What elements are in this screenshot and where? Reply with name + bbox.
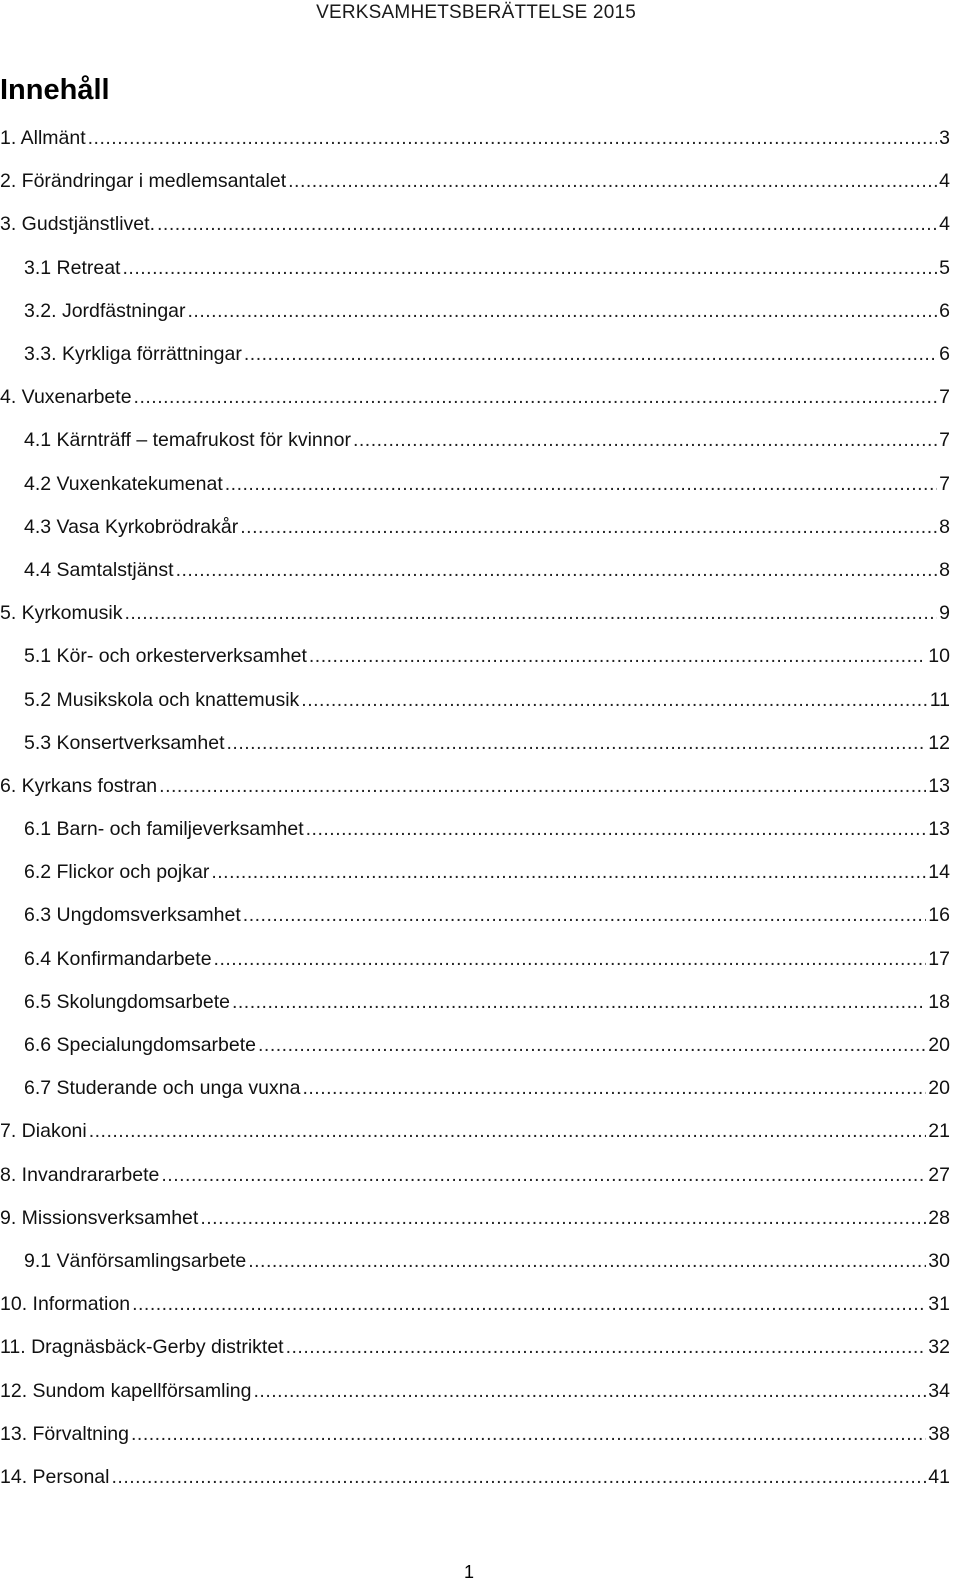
toc-entry-page: 13	[928, 818, 950, 841]
toc-entry-page: 20	[928, 1077, 950, 1100]
toc-leader-dots	[131, 1423, 926, 1446]
toc-entry-label: 6.6 Specialungdomsarbete	[24, 1034, 256, 1057]
toc-entry[interactable]	[0, 1197, 950, 1240]
toc-entry-page: 3	[939, 127, 950, 150]
toc-entry-page: 10	[928, 645, 950, 668]
toc-leader-dots	[301, 689, 927, 712]
toc-entry-page: 28	[928, 1206, 950, 1229]
toc-entry[interactable]	[0, 635, 950, 678]
toc-entry-page: 31	[928, 1293, 950, 1316]
toc-leader-dots	[240, 516, 937, 539]
toc-entry-label: 9. Missionsverksamhet	[0, 1206, 199, 1229]
toc-entry-label: 5.2 Musikskola och knattemusik	[24, 688, 300, 711]
toc-entry-label: 13. Förvaltning	[0, 1422, 129, 1445]
toc-entry-label: 5. Kyrkomusik	[0, 602, 123, 625]
toc-leader-dots	[122, 257, 937, 280]
toc-entry-page: 4	[939, 213, 950, 236]
toc-entry-label: 3.1 Retreat	[24, 256, 121, 279]
toc-entry[interactable]	[0, 160, 950, 203]
toc-entry[interactable]	[0, 203, 950, 246]
table-of-contents	[0, 117, 950, 1499]
toc-entry-page: 4	[939, 170, 950, 193]
toc-entry-label: 7. Diakoni	[0, 1120, 87, 1143]
toc-entry[interactable]	[0, 981, 950, 1024]
toc-leader-dots	[227, 732, 927, 755]
toc-entry-label: 6.7 Studerande och unga vuxna	[24, 1077, 301, 1100]
toc-entry[interactable]	[0, 1283, 950, 1326]
toc-entry[interactable]	[0, 894, 950, 937]
toc-entry-label: 4.3 Vasa Kyrkobrödrakår	[24, 515, 239, 538]
toc-entry[interactable]	[0, 376, 950, 419]
toc-entry[interactable]	[0, 1067, 950, 1110]
running-header: VERKSAMHETSBERÄTTELSE 2015	[316, 2, 636, 23]
toc-entry[interactable]	[0, 1413, 950, 1456]
toc-entry-label: 6.4 Konfirmandarbete	[24, 947, 212, 970]
toc-entry-label: 4.2 Vuxenkatekumenat	[24, 472, 223, 495]
toc-entry-label: 6.3 Ungdomsverksamhet	[24, 904, 241, 927]
toc-leader-dots	[211, 861, 926, 884]
toc-entry[interactable]	[0, 1240, 950, 1283]
toc-entry-page: 18	[928, 990, 950, 1013]
toc-leader-dots	[214, 948, 927, 971]
toc-entry[interactable]	[0, 419, 950, 462]
toc-entry-page: 13	[928, 774, 950, 797]
toc-leader-dots	[286, 1336, 927, 1359]
toc-entry-page: 41	[928, 1465, 950, 1488]
toc-entry-label: 3. Gudstjänstlivet.	[0, 213, 155, 236]
toc-entry-label: 9.1 Vänförsamlingsarbete	[24, 1249, 247, 1272]
toc-entry[interactable]	[0, 290, 950, 333]
toc-leader-dots	[161, 1164, 926, 1187]
toc-leader-dots	[89, 1120, 927, 1143]
toc-entry-label: 6.2 Flickor och pojkar	[24, 861, 210, 884]
toc-entry-page: 5	[939, 256, 950, 279]
toc-entry[interactable]	[0, 1326, 950, 1369]
toc-leader-dots	[200, 1207, 926, 1230]
toc-entry-page: 8	[939, 515, 950, 538]
toc-entry-label: 14. Personal	[0, 1465, 110, 1488]
toc-leader-dots	[232, 991, 926, 1014]
toc-leader-dots	[188, 300, 938, 323]
toc-entry-page: 12	[928, 731, 950, 754]
toc-entry-label: 12. Sundom kapellförsamling	[0, 1379, 252, 1402]
toc-entry-label: 6.5 Skolungdomsarbete	[24, 990, 230, 1013]
toc-entry[interactable]	[0, 938, 950, 981]
toc-leader-dots	[112, 1466, 927, 1489]
toc-leader-dots	[353, 429, 937, 452]
toc-leader-dots	[309, 645, 926, 668]
toc-entry-page: 9	[939, 602, 950, 625]
toc-leader-dots	[176, 559, 938, 582]
toc-entry[interactable]	[0, 808, 950, 851]
toc-leader-dots	[132, 1293, 926, 1316]
toc-entry-label: 4. Vuxenarbete	[0, 386, 132, 409]
toc-entry[interactable]	[0, 1110, 950, 1153]
toc-entry-label: 10. Information	[0, 1293, 131, 1316]
toc-entry-label: 4.1 Kärnträff – temafrukost för kvinnor	[24, 429, 351, 452]
toc-entry-label: 2. Förändringar i medlemsantalet	[0, 170, 287, 193]
toc-entry-page: 17	[928, 947, 950, 970]
toc-entry-page: 6	[939, 299, 950, 322]
toc-entry[interactable]	[0, 722, 950, 765]
toc-entry-page: 8	[939, 558, 950, 581]
toc-entry[interactable]	[0, 678, 950, 721]
toc-entry[interactable]	[0, 117, 950, 160]
toc-leader-dots	[225, 473, 937, 496]
toc-entry-page: 7	[939, 386, 950, 409]
toc-entry-page: 32	[928, 1336, 950, 1359]
toc-entry-page: 38	[928, 1422, 950, 1445]
toc-entry-page: 14	[928, 861, 950, 884]
toc-entry[interactable]	[0, 463, 950, 506]
toc-leader-dots	[244, 343, 937, 366]
toc-entry-label: 6. Kyrkans fostran	[0, 774, 158, 797]
toc-leader-dots	[159, 775, 926, 798]
toc-leader-dots	[288, 170, 937, 193]
toc-leader-dots	[258, 1034, 926, 1057]
toc-leader-dots	[302, 1077, 926, 1100]
toc-entry-label: 6.1 Barn- och familjeverksamhet	[24, 818, 304, 841]
toc-leader-dots	[248, 1250, 926, 1273]
toc-entry-label: 4.4 Samtalstjänst	[24, 558, 174, 581]
toc-entry-page: 11	[929, 688, 950, 711]
toc-entry[interactable]	[0, 549, 950, 592]
page-number: 1	[464, 1562, 475, 1582]
toc-entry-label: 8. Invandrararbete	[0, 1163, 160, 1186]
toc-leader-dots	[88, 127, 938, 150]
toc-entry-page: 7	[939, 472, 950, 495]
toc-entry-label: 5.3 Konsertverksamhet	[24, 731, 225, 754]
toc-entry-label: 5.1 Kör- och orkesterverksamhet	[24, 645, 307, 668]
toc-entry[interactable]	[0, 333, 950, 376]
toc-entry-page: 27	[928, 1163, 950, 1186]
toc-entry[interactable]	[0, 1456, 950, 1499]
toc-entry[interactable]	[0, 1154, 950, 1197]
toc-entry-label: 11. Dragnäsbäck-Gerby distriktet	[0, 1336, 284, 1359]
toc-entry[interactable]	[0, 247, 950, 290]
toc-entry-page: 30	[928, 1249, 950, 1272]
toc-entry[interactable]	[0, 851, 950, 894]
toc-entry-page: 20	[928, 1034, 950, 1057]
toc-leader-dots	[253, 1380, 926, 1403]
toc-entry[interactable]	[0, 1369, 950, 1412]
toc-entry-page: 6	[939, 343, 950, 366]
toc-entry-page: 21	[928, 1120, 950, 1143]
toc-entry[interactable]	[0, 506, 950, 549]
toc-leader-dots	[124, 602, 937, 625]
toc-entry-page: 7	[939, 429, 950, 452]
toc-entry-label: 1. Allmänt	[0, 127, 86, 150]
toc-entry[interactable]	[0, 592, 950, 635]
toc-entry-page: 34	[928, 1379, 950, 1402]
toc-leader-dots	[157, 213, 937, 236]
toc-leader-dots	[243, 904, 927, 927]
toc-entry-label: 3.2. Jordfästningar	[24, 299, 186, 322]
toc-title: Innehåll	[0, 74, 110, 106]
toc-leader-dots	[134, 386, 938, 409]
toc-entry-page: 16	[928, 904, 950, 927]
toc-entry[interactable]	[0, 765, 950, 808]
toc-leader-dots	[306, 818, 927, 841]
toc-entry-label: 3.3. Kyrkliga förrättningar	[24, 343, 242, 366]
toc-entry[interactable]	[0, 1024, 950, 1067]
